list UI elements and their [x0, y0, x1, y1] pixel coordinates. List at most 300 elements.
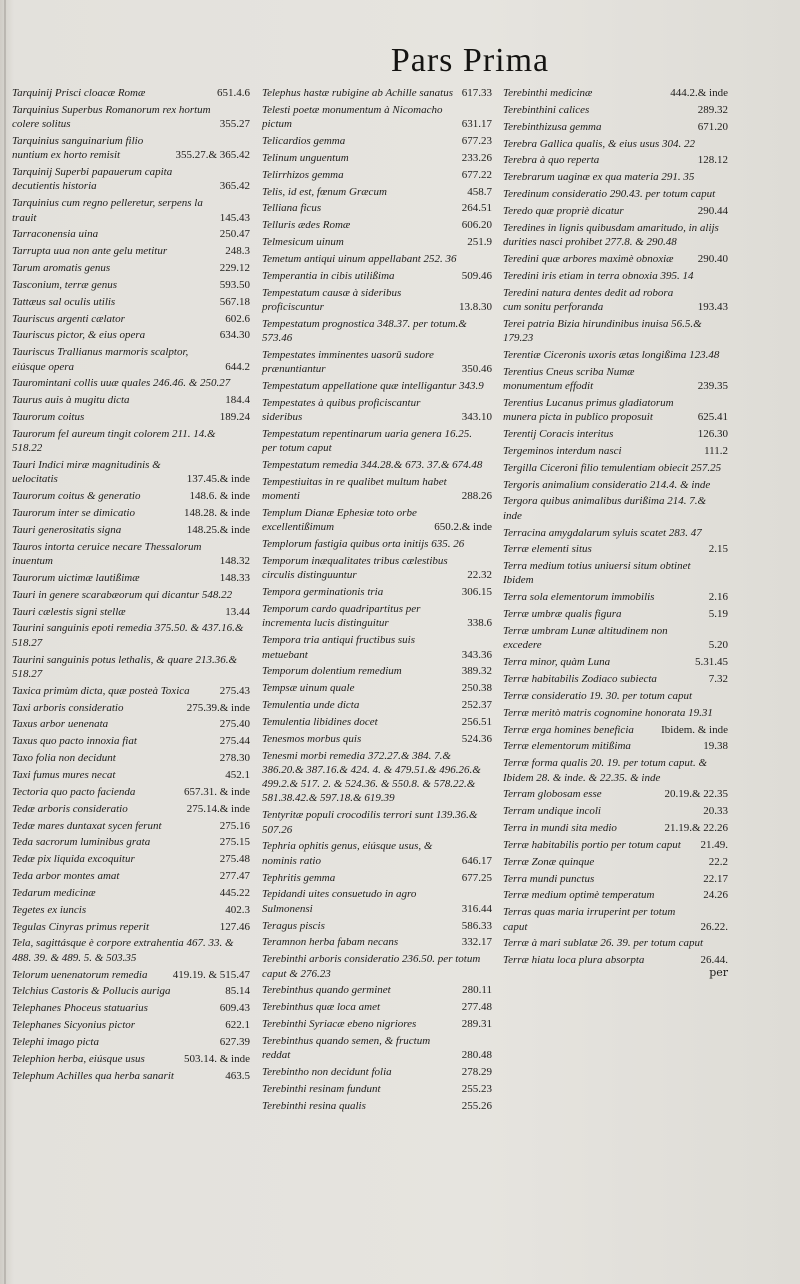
index-entry — [503, 170, 728, 184]
index-term: Terebintho non decidunt folia — [262, 1066, 392, 1079]
index-term: Templum Dianæ Ephesiæ toto orbe excellentißimum — [262, 507, 417, 534]
index-term: Terebinthi arboris consideratio 236.50. per totum caput & 276.23 — [262, 953, 481, 980]
index-reference: 609.43 — [219, 1002, 250, 1015]
index-entry — [12, 261, 250, 275]
index-entry — [503, 559, 728, 588]
index-entry — [262, 715, 492, 729]
index-term: Terebinthi medicinæ — [503, 87, 593, 99]
index-term: Taxus arbor uenenata — [12, 718, 109, 731]
index-term: Terræ hiatu loca plura absorpta — [503, 954, 645, 967]
index-reference: 625.41 — [697, 411, 728, 424]
index-entry — [12, 244, 250, 258]
index-entry — [503, 317, 728, 346]
index-entry — [503, 706, 728, 720]
index-reference: 255.23 — [461, 1082, 492, 1095]
index-term: Tempora germinationis tria — [262, 586, 384, 599]
index-term: Terra mundi punctus — [503, 872, 595, 885]
index-reference: 148.6. & inde — [189, 490, 250, 503]
index-entry — [503, 461, 728, 475]
index-term: Telorum uenenatorum remedia — [12, 968, 148, 981]
index-entry — [262, 602, 492, 631]
index-term: Tempestatum prognostica 348.37. per totum.& 573.46 — [262, 317, 467, 345]
index-entry — [503, 396, 728, 425]
index-reference: 256.51 — [461, 715, 492, 728]
index-term: Telephus hastæ rubigine ab Achille sanatus — [262, 87, 453, 99]
index-reference: 277.48 — [461, 1001, 492, 1014]
index-reference: 343.10 — [461, 411, 492, 424]
index-entry — [262, 537, 492, 551]
index-term: Terebra à quo reperta — [503, 154, 600, 167]
index-term: Temporum dolentium remedium — [262, 665, 402, 678]
index-reference: 275.40 — [219, 718, 250, 731]
index-term: Teragus piscis — [262, 919, 325, 932]
index-entry — [262, 1017, 492, 1031]
index-reference: 289.32 — [697, 103, 728, 116]
index-term: Taurini sanguinis epoti remedia 375.50. & 437.16.& 518.27 — [12, 622, 244, 649]
index-entry — [262, 252, 492, 266]
index-entry — [262, 1099, 492, 1113]
index-entry — [12, 227, 250, 241]
index-term: Taxus quo pacto innoxia fiat — [12, 735, 137, 748]
index-term: Tarquinius Superbus Romanorum rex hortum colere solitus — [12, 103, 211, 131]
index-term: Telephum Achilles qua herba sanarit — [12, 1069, 174, 1082]
index-entry — [503, 689, 728, 703]
index-entry — [12, 571, 250, 585]
index-term: Terræ umbram Lunæ altitudinem non excedere — [503, 625, 668, 652]
index-term: Terebinthus quando germinet — [262, 984, 391, 997]
index-entry — [12, 920, 250, 934]
index-term: Tauri in genere scarabæorum qui dicantur 548.22 — [12, 588, 233, 601]
index-entry — [12, 1001, 250, 1015]
index-reference: 651.4.6 — [217, 87, 250, 99]
index-term: Terræ habitabilis portio per totum caput — [503, 838, 681, 851]
index-term: Terracina amygdalarum syluis scatet 283. 47 — [503, 526, 702, 539]
index-term: Tempsæ uinum quale — [262, 682, 355, 695]
index-reference: 126.30 — [697, 427, 728, 440]
index-term: Tarrupta uua non ante gelu metitur — [12, 245, 168, 258]
index-column-3 — [503, 86, 728, 970]
index-reference: 671.20 — [697, 120, 728, 133]
index-entry — [503, 269, 728, 283]
index-term: Tepidandi uites consuetudo in agro Sulmonensi — [262, 888, 417, 915]
index-reference: 332.17 — [461, 936, 492, 949]
index-reference: 463.5 — [225, 1069, 250, 1082]
index-reference: 644.2 — [225, 360, 250, 373]
index-term: Telephi imago picta — [12, 1035, 99, 1048]
index-term: Temulentia libidines docet — [262, 715, 378, 728]
index-term: Temulentia unde dicta — [262, 699, 360, 712]
index-entry — [503, 723, 728, 737]
index-entry — [12, 768, 250, 782]
index-term: Tauri Indici miræ magnitudinis & uelocitatis — [12, 459, 161, 486]
index-entry — [12, 588, 250, 602]
index-term: Taurorum inter se dimicatio — [12, 507, 135, 520]
index-reference: Ibidem. & inde — [661, 723, 728, 736]
index-entry — [12, 165, 250, 194]
index-entry — [503, 478, 728, 492]
index-term: Terebinthus quæ loca amet — [262, 1001, 381, 1014]
index-term: Terræ Zonæ quinque — [503, 855, 595, 868]
index-entry — [12, 903, 250, 917]
index-term: Taurus auis à mugitu dicta — [12, 394, 130, 407]
index-reference: 338.6 — [467, 617, 492, 630]
index-term: Tenesmi morbi remedia 372.27.& 384. 7.& 386.20.& 387.16.& 424. 4. & 479.51.& 496.26.& 499.2.& 517. 2. & 524.36. & 550.8. & 578.22.& 581.38.42.& 597.18.& 619.39 — [262, 749, 481, 805]
index-term: Teredini iris etiam in terra obnoxia 395. 14 — [503, 269, 694, 282]
index-reference: 593.50 — [219, 278, 250, 291]
index-reference: 280.48 — [461, 1049, 492, 1062]
index-entry — [12, 345, 250, 374]
index-term: Tauri generositatis signa — [12, 523, 122, 536]
index-term: Teredini natura dentes dedit ad robora cum sonitu perforanda — [503, 286, 674, 313]
index-term: Telephion herba, eiúsque usus — [12, 1052, 145, 1065]
index-term: Temporum inæqualitates tribus cælestibus circulis distinguuntur — [262, 555, 448, 582]
index-entry — [262, 458, 492, 472]
index-entry — [503, 427, 728, 441]
index-entry — [503, 221, 728, 250]
index-reference: 22.2 — [708, 855, 728, 868]
index-term: Tarraconensia uina — [12, 228, 99, 241]
index-reference: 275.48 — [219, 853, 250, 866]
index-entry — [12, 734, 250, 748]
index-reference: 13.8.30 — [459, 300, 492, 313]
index-entry — [262, 103, 492, 132]
index-term: Telephanes Phoceus statuarius — [12, 1002, 148, 1015]
index-term: Tauriscus Trallianus marmoris scalptor, eiúsque opera — [12, 346, 189, 373]
index-term: Telis, id est, fœnum Græcum — [262, 185, 387, 198]
index-term: Taurini sanguinis potus lethalis, & quare 213.36.& 518.27 — [12, 653, 238, 680]
index-entry — [503, 286, 728, 315]
index-term: Terræ umbræ qualis figura — [503, 608, 622, 621]
index-entry — [12, 540, 250, 569]
index-entry — [12, 506, 250, 520]
index-entry — [262, 952, 492, 981]
index-entry — [503, 153, 728, 167]
index-reference: 250.38 — [461, 682, 492, 695]
index-entry — [12, 785, 250, 799]
index-term: Tauriscus argenti cælator — [12, 312, 125, 325]
index-reference: 586.33 — [461, 919, 492, 932]
index-term: Teredo quæ propriè dicatur — [503, 204, 624, 217]
index-reference: 280.11 — [462, 984, 492, 997]
index-term: Tempestates à quibus proficiscantur sideribus — [262, 396, 421, 424]
index-term: Temetum antiqui uinum appellabant 252. 36 — [262, 252, 457, 265]
index-reference: 503.14. & inde — [184, 1052, 250, 1065]
index-entry — [262, 348, 492, 377]
index-reference: 622.1 — [225, 1019, 250, 1032]
index-term: Terebinthi Syriacæ ebeno nigriores — [262, 1018, 417, 1031]
index-reference: 137.45.& inde — [186, 473, 250, 486]
index-entry — [12, 1018, 250, 1032]
index-entry — [262, 839, 492, 868]
index-term: Terentij Coracis interitus — [503, 427, 614, 440]
index-entry — [503, 103, 728, 117]
index-term: Taxi fumus mures necat — [12, 768, 116, 781]
index-entry — [12, 802, 250, 816]
index-term: Tephria ophitis genus, eiúsque usus, & nominis ratio — [262, 840, 433, 867]
index-term: Temperantia in cibis utilißima — [262, 269, 395, 282]
index-entry — [503, 607, 728, 621]
index-entry — [503, 672, 728, 686]
index-reference: 148.32 — [219, 555, 250, 568]
index-entry — [262, 983, 492, 997]
index-reference: 239.35 — [697, 380, 728, 392]
index-entry — [503, 739, 728, 753]
index-entry — [12, 103, 250, 132]
index-term: Taurorum uictimæ lautißimæ — [12, 571, 140, 584]
index-entry — [503, 821, 728, 835]
index-term: Tempestatum remedia 344.28.& 673. 37.& 674.48 — [262, 459, 483, 472]
index-reference: 275.43 — [219, 684, 250, 697]
index-entry — [12, 984, 250, 998]
index-term: Terræ forma qualis 20. 19. per totum caput. & Ibidem 28. & inde. & 22.35. & inde — [503, 757, 708, 784]
index-reference: 20.33 — [703, 805, 728, 818]
index-reference: 13.44 — [225, 605, 250, 618]
index-reference: 184.4 — [225, 394, 250, 407]
index-term: Terra in mundi sita medio — [503, 822, 617, 835]
index-entry — [12, 458, 250, 487]
index-term: Terræ habitabilis Zodiaco subiecta — [503, 673, 657, 685]
index-reference: 289.31 — [461, 1018, 492, 1031]
index-reference: 606.20 — [461, 219, 492, 232]
index-term: Teda sacrorum luminibus grata — [12, 836, 151, 849]
index-entry — [262, 887, 492, 916]
index-reference: 20.19.& 22.35 — [664, 788, 728, 801]
index-reference: 288.26 — [461, 490, 492, 503]
index-reference: 85.14 — [225, 985, 250, 998]
index-term: Terebinthizusa gemma — [503, 120, 602, 133]
index-term: Tela, sagittásque è corpore extrahentia 467. 33. & 488. 39. & 489. 5. & 503.35 — [12, 937, 234, 964]
index-reference: 229.12 — [219, 262, 250, 275]
index-term: Terræ medium optimè temperatum — [503, 889, 655, 902]
index-entry — [262, 269, 492, 283]
index-entry — [503, 872, 728, 886]
index-reference: 275.14.& inde — [186, 802, 250, 815]
index-reference: 677.22 — [461, 168, 492, 181]
index-reference: 278.29 — [461, 1066, 492, 1079]
index-reference: 21.49. — [700, 838, 728, 851]
index-entry — [12, 376, 250, 390]
index-entry — [12, 819, 250, 833]
index-entry — [262, 396, 492, 425]
index-term: Terra sola elementorum immobilis — [503, 591, 655, 604]
index-term: Templorum fastigia quibus orta initijs 635. 26 — [262, 538, 465, 551]
index-term: Terebinthi resinam fundunt — [262, 1082, 381, 1095]
index-entry — [12, 968, 250, 982]
index-entry — [262, 218, 492, 232]
index-term: Terra minor, quàm Luna — [503, 656, 611, 669]
index-entry — [12, 717, 250, 731]
index-term: Terræ elementorum mitißima — [503, 740, 631, 753]
index-reference: 22.17 — [703, 872, 728, 885]
index-term: Terræ à mari sublatæ 26. 39. per totum caput — [503, 937, 704, 950]
index-reference: 617.33 — [461, 87, 492, 99]
index-entry — [503, 855, 728, 869]
index-term: Teramnon herba fabam necans — [262, 936, 399, 949]
index-term: Tempora tria antiqui fructibus suis metuebant — [262, 634, 416, 661]
index-entry — [262, 808, 492, 837]
index-entry — [262, 1082, 492, 1096]
index-term: Teredinum consideratio 290.43. per totum caput — [503, 188, 716, 201]
index-reference: 2.15 — [708, 543, 728, 556]
index-reference: 22.32 — [467, 569, 492, 582]
index-entry — [262, 732, 492, 746]
index-reference: 567.18 — [219, 295, 250, 308]
index-reference: 145.43 — [219, 211, 250, 224]
index-entry — [262, 871, 492, 885]
index-reference: 677.23 — [461, 134, 492, 147]
index-term: Tergilla Ciceroni filio temulentiam obiecit 257.25 — [503, 461, 722, 474]
index-term: Tergeminos interdum nasci — [503, 444, 622, 457]
index-term: Telmesicum uinum — [262, 236, 344, 249]
index-entry — [12, 86, 250, 100]
index-reference: 251.9 — [467, 236, 492, 249]
index-reference: 278.30 — [219, 752, 250, 765]
index-term: Tarquinij Prisci cloacæ Romæ — [12, 87, 146, 99]
index-entry — [12, 1035, 250, 1049]
index-entry — [12, 621, 250, 650]
index-entry — [12, 134, 250, 163]
index-term: Tephritis gemma — [262, 871, 336, 884]
index-reference: 5.31.45 — [695, 656, 728, 669]
index-entry — [503, 137, 728, 151]
index-entry — [503, 655, 728, 669]
index-entry — [262, 235, 492, 249]
index-entry — [503, 365, 728, 394]
index-reference: 250.47 — [219, 228, 250, 241]
index-reference: 602.6 — [225, 312, 250, 325]
index-term: Tarquinij Superbi papauerum capita decutientis historia — [12, 166, 173, 193]
index-entry — [262, 1000, 492, 1014]
index-term: Teda arbor montes amat — [12, 870, 120, 883]
index-entry — [262, 506, 492, 535]
index-entry — [262, 681, 492, 695]
index-reference: 26.44. — [700, 954, 728, 967]
index-entry — [503, 204, 728, 218]
index-entry — [503, 86, 728, 100]
index-term: Tegulas Cinyras primus reperit — [12, 920, 150, 933]
index-reference: 458.7 — [467, 185, 492, 198]
index-term: Tauri cælestis signi stellæ — [12, 605, 126, 618]
index-entry — [503, 804, 728, 818]
index-reference: 452.1 — [225, 768, 250, 781]
index-entry — [12, 328, 250, 342]
index-entry — [503, 252, 728, 266]
index-entry — [503, 624, 728, 653]
index-reference: 365.42 — [219, 180, 250, 193]
index-entry — [12, 410, 250, 424]
index-reference: 128.12 — [697, 154, 728, 167]
index-term: Tenesmos morbus quis — [262, 732, 362, 745]
catchword: per — [709, 966, 728, 979]
index-reference: 127.46 — [219, 920, 250, 933]
index-term: Terræ erga homines beneficia — [503, 723, 634, 736]
index-reference: 193.43 — [697, 300, 728, 313]
index-entry — [12, 312, 250, 326]
index-term: Tarum aromatis genus — [12, 262, 111, 275]
index-entry — [262, 554, 492, 583]
index-entry — [262, 698, 492, 712]
index-column-1 — [12, 86, 250, 1085]
index-entry — [262, 286, 492, 315]
index-reference: 650.2.& inde — [434, 521, 492, 534]
index-entry — [503, 838, 728, 852]
index-term: Terram globosam esse — [503, 788, 602, 801]
index-term: Temporum cardo quadripartitus per incrementa lucis distinguitur — [262, 603, 421, 630]
index-term: Taurorum fel aureum tingit colorem 211. 14.& 518.22 — [12, 427, 216, 455]
index-reference: 419.19. & 515.47 — [172, 968, 250, 981]
index-reference: 252.37 — [461, 699, 492, 712]
index-entry — [262, 379, 492, 393]
index-reference: 402.3 — [225, 903, 250, 916]
index-entry — [12, 852, 250, 866]
index-entry — [262, 185, 492, 199]
index-reference: 275.44 — [219, 735, 250, 748]
index-term: Terentius Cneus scriba Numæ monumentum effodit — [503, 365, 635, 392]
index-entry — [262, 1034, 492, 1063]
index-term: Telluris ædes Romæ — [262, 219, 351, 232]
index-reference: 355.27.& 365.42 — [175, 149, 250, 162]
index-entry — [12, 653, 250, 682]
index-entry — [503, 187, 728, 201]
index-entry — [503, 348, 728, 362]
index-reference: 389.32 — [461, 665, 492, 678]
index-reference: 445.22 — [219, 886, 250, 899]
index-entry — [12, 1069, 250, 1083]
index-term: Terebinthi resina qualis — [262, 1099, 366, 1112]
index-reference: 343.36 — [461, 648, 492, 661]
index-term: Taxo folia non decidunt — [12, 752, 116, 765]
index-term: Tarquinius cum regno pelleretur, serpens la trauit — [12, 197, 203, 224]
index-entry — [503, 756, 728, 785]
index-term: Tauros intorta ceruice necare Thessalorum inuentum — [12, 540, 202, 568]
index-entry — [262, 86, 492, 100]
index-term: Telephanes Sicyonius pictor — [12, 1019, 136, 1032]
index-term: Tauriscus pictor, & eius opera — [12, 329, 146, 342]
index-reference: 657.31. & inde — [184, 785, 250, 798]
index-entry — [12, 393, 250, 407]
index-entry — [12, 489, 250, 503]
index-term: Tattæus sal oculis utilis — [12, 295, 116, 308]
index-reference: 627.39 — [219, 1035, 250, 1048]
index-entry — [12, 751, 250, 765]
index-term: Telchius Castoris & Pollucis auriga — [12, 985, 171, 998]
index-reference: 306.15 — [461, 586, 492, 599]
index-entry — [262, 749, 492, 806]
index-term: Tempestatum causæ à sideribus proficiscuntur — [262, 286, 402, 313]
index-entry — [262, 585, 492, 599]
index-term: Terram undique incoli — [503, 805, 601, 818]
index-reference: 5.20 — [708, 639, 728, 652]
index-term: Tectoria quo pacto facienda — [12, 785, 136, 798]
index-term: Tergoris animalium consideratio 214.4. & inde — [503, 478, 711, 491]
index-entry — [503, 590, 728, 604]
index-term: Terebrarum uaginæ ex qua materia 291. 35 — [503, 171, 695, 184]
index-entry — [262, 168, 492, 182]
index-reference: 21.19.& 22.26 — [664, 822, 728, 835]
index-reference: 275.16 — [219, 819, 250, 832]
index-reference: 148.33 — [219, 571, 250, 584]
index-reference: 264.51 — [461, 202, 492, 215]
index-entry — [503, 905, 728, 934]
index-entry — [12, 684, 250, 698]
index-term: Terras quas maria irruperint per totum caput — [503, 906, 676, 933]
index-entry — [262, 935, 492, 949]
index-reference: 350.46 — [461, 363, 492, 376]
index-reference: 277.47 — [219, 870, 250, 883]
index-entry — [12, 869, 250, 883]
index-entry — [262, 317, 492, 346]
index-term: Tempestiuitas in re qualibet multum habet momenti — [262, 475, 447, 503]
